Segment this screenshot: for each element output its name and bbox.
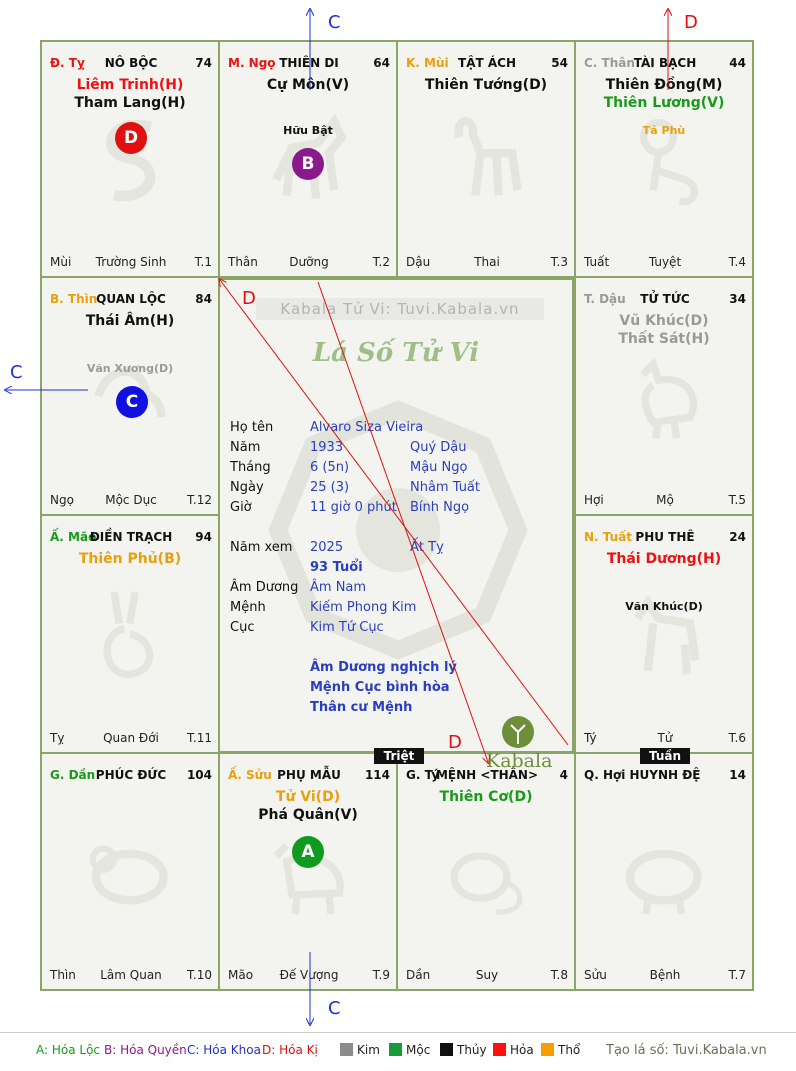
palace-age: 64: [373, 56, 390, 70]
palace-age: 114: [364, 768, 390, 782]
palace-footer-index: T.2: [372, 255, 390, 269]
palace-name: HUYNH ĐỆ: [629, 768, 701, 782]
legend-hoa-quyen: B: Hóa Quyền: [104, 1043, 187, 1057]
star: Liêm Trinh(H): [76, 77, 184, 93]
kim-swatch: [340, 1043, 353, 1056]
palace-footer-chi: Thân: [228, 255, 258, 269]
arrow-d-diagonal-1: [318, 282, 488, 762]
legend-hoa-loc: A: Hóa Lộc: [36, 1043, 101, 1057]
legend-hoa-label: Hỏa: [510, 1043, 534, 1057]
palace-footer-index: T.3: [550, 255, 568, 269]
site-credit-link[interactable]: Tạo lá số: Tuvi.Kabala.vn: [606, 1043, 767, 1058]
note: Thân cư Mệnh: [310, 700, 413, 715]
palace-age: 94: [195, 530, 212, 544]
tuan-tag: Tuần: [640, 748, 690, 764]
hoa-loc-badge: A: [292, 836, 324, 868]
palace-footer-index: T.4: [728, 255, 746, 269]
legend-hoa: [493, 1043, 534, 1057]
legend-moc-label: Mộc: [406, 1043, 431, 1057]
info-value-canchi: Mậu Ngọ: [410, 460, 468, 475]
info-label: Ngày: [230, 480, 264, 495]
info-label: Năm: [230, 440, 261, 455]
palace-age: 14: [729, 768, 746, 782]
palace-footer-stage: Trường Sinh: [95, 255, 167, 269]
star: Cự Môn(V): [266, 77, 350, 93]
palace-footer-stage: Quan Đới: [103, 731, 159, 745]
palace-footer-chi: Mão: [228, 968, 254, 982]
palace-can: Ấ. Sửu: [228, 768, 272, 782]
palace-can: Đ. Tỵ: [50, 56, 85, 70]
legend-hoa-khoa: C: Hóa Khoa: [187, 1043, 261, 1057]
info-value-canchi: Quý Dậu: [410, 440, 467, 455]
star: Thái Dương(H): [606, 551, 722, 567]
palace-age: 104: [186, 768, 212, 782]
palace-footer-stage: Lâm Quan: [100, 968, 162, 982]
info-value: 1933: [310, 440, 344, 455]
hoa-swatch: [493, 1043, 506, 1056]
star: Thiên Lương(V): [603, 95, 725, 111]
palace-footer-chi: Tý: [584, 731, 597, 745]
star: Thiên Phủ(B): [78, 551, 182, 567]
palace-footer-chi: Mùi: [50, 255, 72, 269]
info-label: Tháng: [230, 460, 271, 475]
minor-star: Văn Khúc(D): [625, 600, 703, 613]
age-value: 93 Tuổi: [310, 560, 363, 575]
palace-name: PHÚC ĐỨC: [95, 768, 167, 782]
watermark-text: Kabala Tử Vi: Tuvi.Kabala.vn: [256, 298, 544, 320]
info-label: Cục: [230, 620, 255, 635]
star: Thái Âm(H): [85, 313, 175, 329]
palace-age: 24: [729, 530, 746, 544]
palace-can: B. Thìn: [50, 292, 98, 306]
palace-footer-stage: Tuyệt: [648, 255, 682, 269]
palace-footer-index: T.1: [194, 255, 212, 269]
info-label: Mệnh: [230, 600, 266, 615]
palace-can: C. Thân: [584, 56, 635, 70]
palace-name: ĐIỀN TRẠCH: [89, 530, 173, 544]
info-value: Âm Nam: [310, 580, 367, 595]
palace-footer-stage: Đế Vượng: [279, 968, 339, 982]
palace-age: 44: [729, 56, 746, 70]
legend-bar: [0, 1032, 796, 1071]
palace-footer-stage: Suy: [475, 968, 499, 982]
minor-star: Hữu Bật: [283, 124, 333, 137]
palace-footer-stage: Thai: [474, 255, 500, 269]
palace-can: G. Dần: [50, 768, 96, 782]
thuy-swatch: [440, 1043, 453, 1056]
legend-thuy-label: Thủy: [457, 1043, 487, 1057]
palace-footer-chi: Dậu: [406, 255, 431, 269]
palace-footer-stage: Bệnh: [649, 968, 681, 982]
info-value: 25 (3): [310, 480, 350, 495]
palace-footer-index: T.7: [728, 968, 746, 982]
triet-tag: Triệt: [374, 748, 424, 764]
info-value: 6 (5n): [310, 460, 350, 475]
info-value-canchi: Nhâm Tuất: [410, 480, 480, 495]
palace-can: G. Tý: [406, 768, 440, 782]
star: Thiên Tướng(D): [424, 77, 548, 93]
legend-moc: [389, 1043, 430, 1057]
arrow-d-diagonal-2: [220, 280, 568, 745]
arrow-label-c: C: [10, 362, 23, 383]
palace-footer-chi: Thìn: [50, 968, 76, 982]
arrow-label-d: D: [684, 12, 698, 33]
palace-name: QUAN LỘC: [96, 292, 166, 306]
palace-name: PHỤ MẪU: [277, 768, 341, 782]
palace-name: PHU THÊ: [635, 530, 695, 544]
hoa-quyen-badge: B: [292, 148, 324, 180]
legend-hoa-ki: D: Hóa Kị: [262, 1043, 318, 1057]
arrow-label-d: D: [242, 288, 256, 309]
arrow-label-d: D: [448, 732, 462, 753]
palace-name: THIÊN DI: [279, 56, 339, 70]
star: Thiên Cơ(D): [439, 789, 533, 805]
minor-star: Tả Phù: [642, 124, 686, 137]
palace-age: 54: [551, 56, 568, 70]
info-label: Giờ: [230, 500, 252, 515]
info-label: Năm xem: [230, 540, 293, 555]
tho-swatch: [541, 1043, 554, 1056]
palace-footer-chi: Dần: [406, 968, 431, 982]
palace-footer-stage: Tử: [657, 731, 673, 745]
info-label: Họ tên: [230, 420, 274, 435]
palace-footer-index: T.11: [187, 731, 212, 745]
hoa-ki-badge: D: [115, 122, 147, 154]
palace-can: Ấ. Mão: [50, 530, 97, 544]
info-label: Âm Dương: [230, 580, 299, 595]
info-value: Alvaro Siza Vieira: [310, 420, 424, 435]
star: Tham Lang(H): [74, 95, 186, 111]
palace-footer-chi: Sửu: [584, 968, 607, 982]
info-value: 2025: [310, 540, 344, 555]
palace-footer-index: T.9: [372, 968, 390, 982]
palace-name: TỬ TỨC: [640, 292, 690, 306]
info-value-canchi: Ất Tỵ: [410, 540, 444, 555]
palace-age: 4: [559, 768, 568, 782]
star: Thiên Đồng(M): [605, 77, 723, 93]
palace-footer-stage: Mộ: [656, 493, 674, 507]
star: Tử Vi(D): [275, 789, 341, 805]
palace-footer-chi: Tuất: [584, 255, 610, 269]
star: Thất Sát(H): [618, 331, 710, 347]
info-value: 11 giờ 0 phút: [310, 500, 397, 515]
palace-name: NÔ BỘC: [104, 56, 158, 70]
palace-name: TÀI BẠCH: [633, 56, 697, 70]
moc-swatch: [389, 1043, 402, 1056]
palace-name: TẬT ÁCH: [458, 56, 516, 70]
palace-age: 34: [729, 292, 746, 306]
palace-footer-chi: Ngọ: [50, 493, 74, 507]
info-value: Kiếm Phong Kim: [310, 600, 417, 615]
palace-age: 84: [195, 292, 212, 306]
legend-kim-label: Kim: [357, 1043, 380, 1057]
legend-kim: [340, 1043, 380, 1057]
arrow-label-c: C: [328, 998, 341, 1019]
palace-age: 74: [195, 56, 212, 70]
info-value: Kim Tứ Cục: [310, 620, 384, 635]
palace-footer-index: T.12: [187, 493, 212, 507]
note: Mệnh Cục bình hòa: [310, 680, 450, 695]
palace-can: Q. Hợi: [584, 768, 626, 782]
palace-footer-stage: Mộc Dục: [105, 493, 157, 507]
legend-thuy: [440, 1043, 487, 1057]
legend-tho-label: Thổ: [558, 1043, 581, 1057]
info-value-canchi: Bính Ngọ: [410, 500, 470, 515]
palace-footer-index: T.10: [187, 968, 212, 982]
palace-can: K. Mùi: [406, 56, 449, 70]
palace-name: MỆNH <THÂN>: [435, 768, 539, 782]
star: Phá Quân(V): [258, 807, 358, 823]
star: Vũ Khúc(D): [619, 313, 709, 329]
palace-footer-index: T.6: [728, 731, 746, 745]
palace-can: N. Tuất: [584, 530, 633, 544]
chart-title: Lá Số Tử Vi: [312, 338, 480, 368]
minor-star: Văn Xương(D): [86, 362, 174, 375]
note: Âm Dương nghịch lý: [310, 660, 457, 675]
kabala-logo-text: Kabala: [486, 750, 553, 772]
palace-footer-stage: Dưỡng: [289, 255, 329, 269]
palace-footer-index: T.8: [550, 968, 568, 982]
arrow-label-c: C: [328, 12, 341, 33]
palace-can: T. Dậu: [584, 292, 626, 306]
palace-footer-chi: Hợi: [584, 493, 604, 507]
palace-footer-index: T.5: [728, 493, 746, 507]
palace-footer-chi: Tỵ: [50, 731, 65, 745]
hoa-khoa-badge: C: [116, 386, 148, 418]
legend-tho: [541, 1043, 580, 1057]
palace-can: M. Ngọ: [228, 56, 276, 70]
